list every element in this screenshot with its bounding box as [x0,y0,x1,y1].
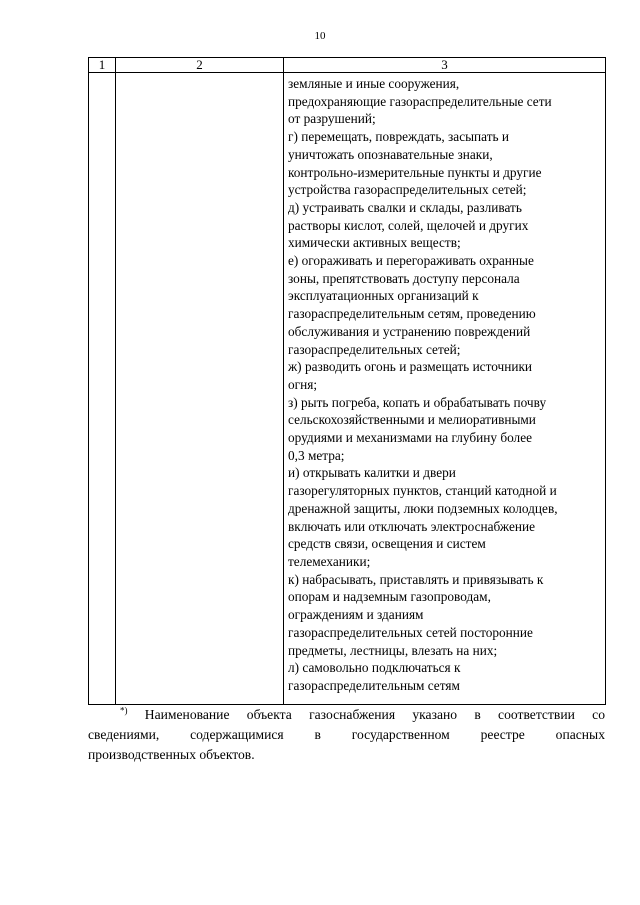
footnote [88,705,605,765]
text-line: газорегуляторных пунктов, станций катодной и [288,483,557,499]
footnote-line-2 [88,725,605,745]
column-header-2: 2 [116,58,284,73]
text-line: предохраняющие газораспределительные сети [288,93,552,109]
text-line: орудиями и механизмами на глубину более [288,430,532,446]
text-line: сельскохозяйственными и мелиоративными [288,412,536,428]
table-header-row [89,58,606,73]
table-cell-col3 [284,73,606,705]
text-line: средств связи, освещения и систем [288,536,486,552]
text-line: огня; [288,376,318,392]
text-line: контрольно-измерительные пункты и другие [288,164,542,180]
text-line: д) устраивать свалки и склады, разливать [288,199,522,215]
text-line: предметы, лестницы, влезать на них; [288,642,498,658]
text-line: обслуживания и устранению повреждений [288,323,531,339]
text-line: ж) разводить огонь и размещать источники [288,359,533,375]
text-line: земляные и иные сооружения, [288,76,460,91]
table-cell-col2 [116,73,284,705]
text-line: ограждениям и зданиям [288,607,424,623]
text-line: 0,3 метра; [288,447,345,463]
text-line: зоны, препятствовать доступу персонала [288,270,520,286]
column-header-3: 3 [284,58,606,73]
text-line: е) огораживать и перегораживать охранные [288,253,534,269]
text-line: к) набрасывать, приставлять и привязывать к [288,571,544,587]
text-line: эксплуатационных организаций к [288,288,479,304]
page-number: 10 [314,30,326,42]
text-line: л) самовольно подключаться к [288,660,461,676]
text-line: з) рыть погреба, копать и обрабатывать почву [288,394,547,410]
text-line: газораспределительным сетям, проведению [288,306,536,322]
text-line: г) перемещать, повреждать, засыпать и [288,129,510,145]
text-line: от разрушений; [288,111,376,127]
text-line: газораспределительных сетей; [288,341,461,357]
text-line: дренажной защиты, люки подземных колодцев, [288,500,558,516]
column-header-1: 1 [89,58,116,73]
footnote-marker: *) [120,705,128,716]
cell-text [288,75,601,695]
footnote-text-2: сведениями, содержащимися в государственном реестре опасных [88,727,605,742]
footnote-line-1 [88,705,605,725]
table-cell-col1 [89,73,116,705]
text-line: и) открывать калитки и двери [288,465,456,481]
text-line: химически активных веществ; [288,235,461,251]
text-line: газораспределительным сетям [288,677,460,693]
text-line: телемеханики; [288,553,371,569]
text-line: уничтожать опознавательные знаки, [288,146,493,162]
footnote-text-1: Наименование объекта газоснабжения указано в соответствии со [144,707,605,722]
text-line: опорам и надземным газопроводам, [288,589,491,605]
text-line: растворы кислот, солей, щелочей и других [288,217,529,233]
text-line: газораспределительных сетей посторонние [288,624,533,640]
requirements-table [88,57,606,705]
footnote-line-3: производственных объектов. [88,747,255,762]
text-line: включать или отключать электроснабжение [288,518,535,534]
table-row [89,73,606,705]
text-line: устройства газораспределительных сетей; [288,182,527,198]
